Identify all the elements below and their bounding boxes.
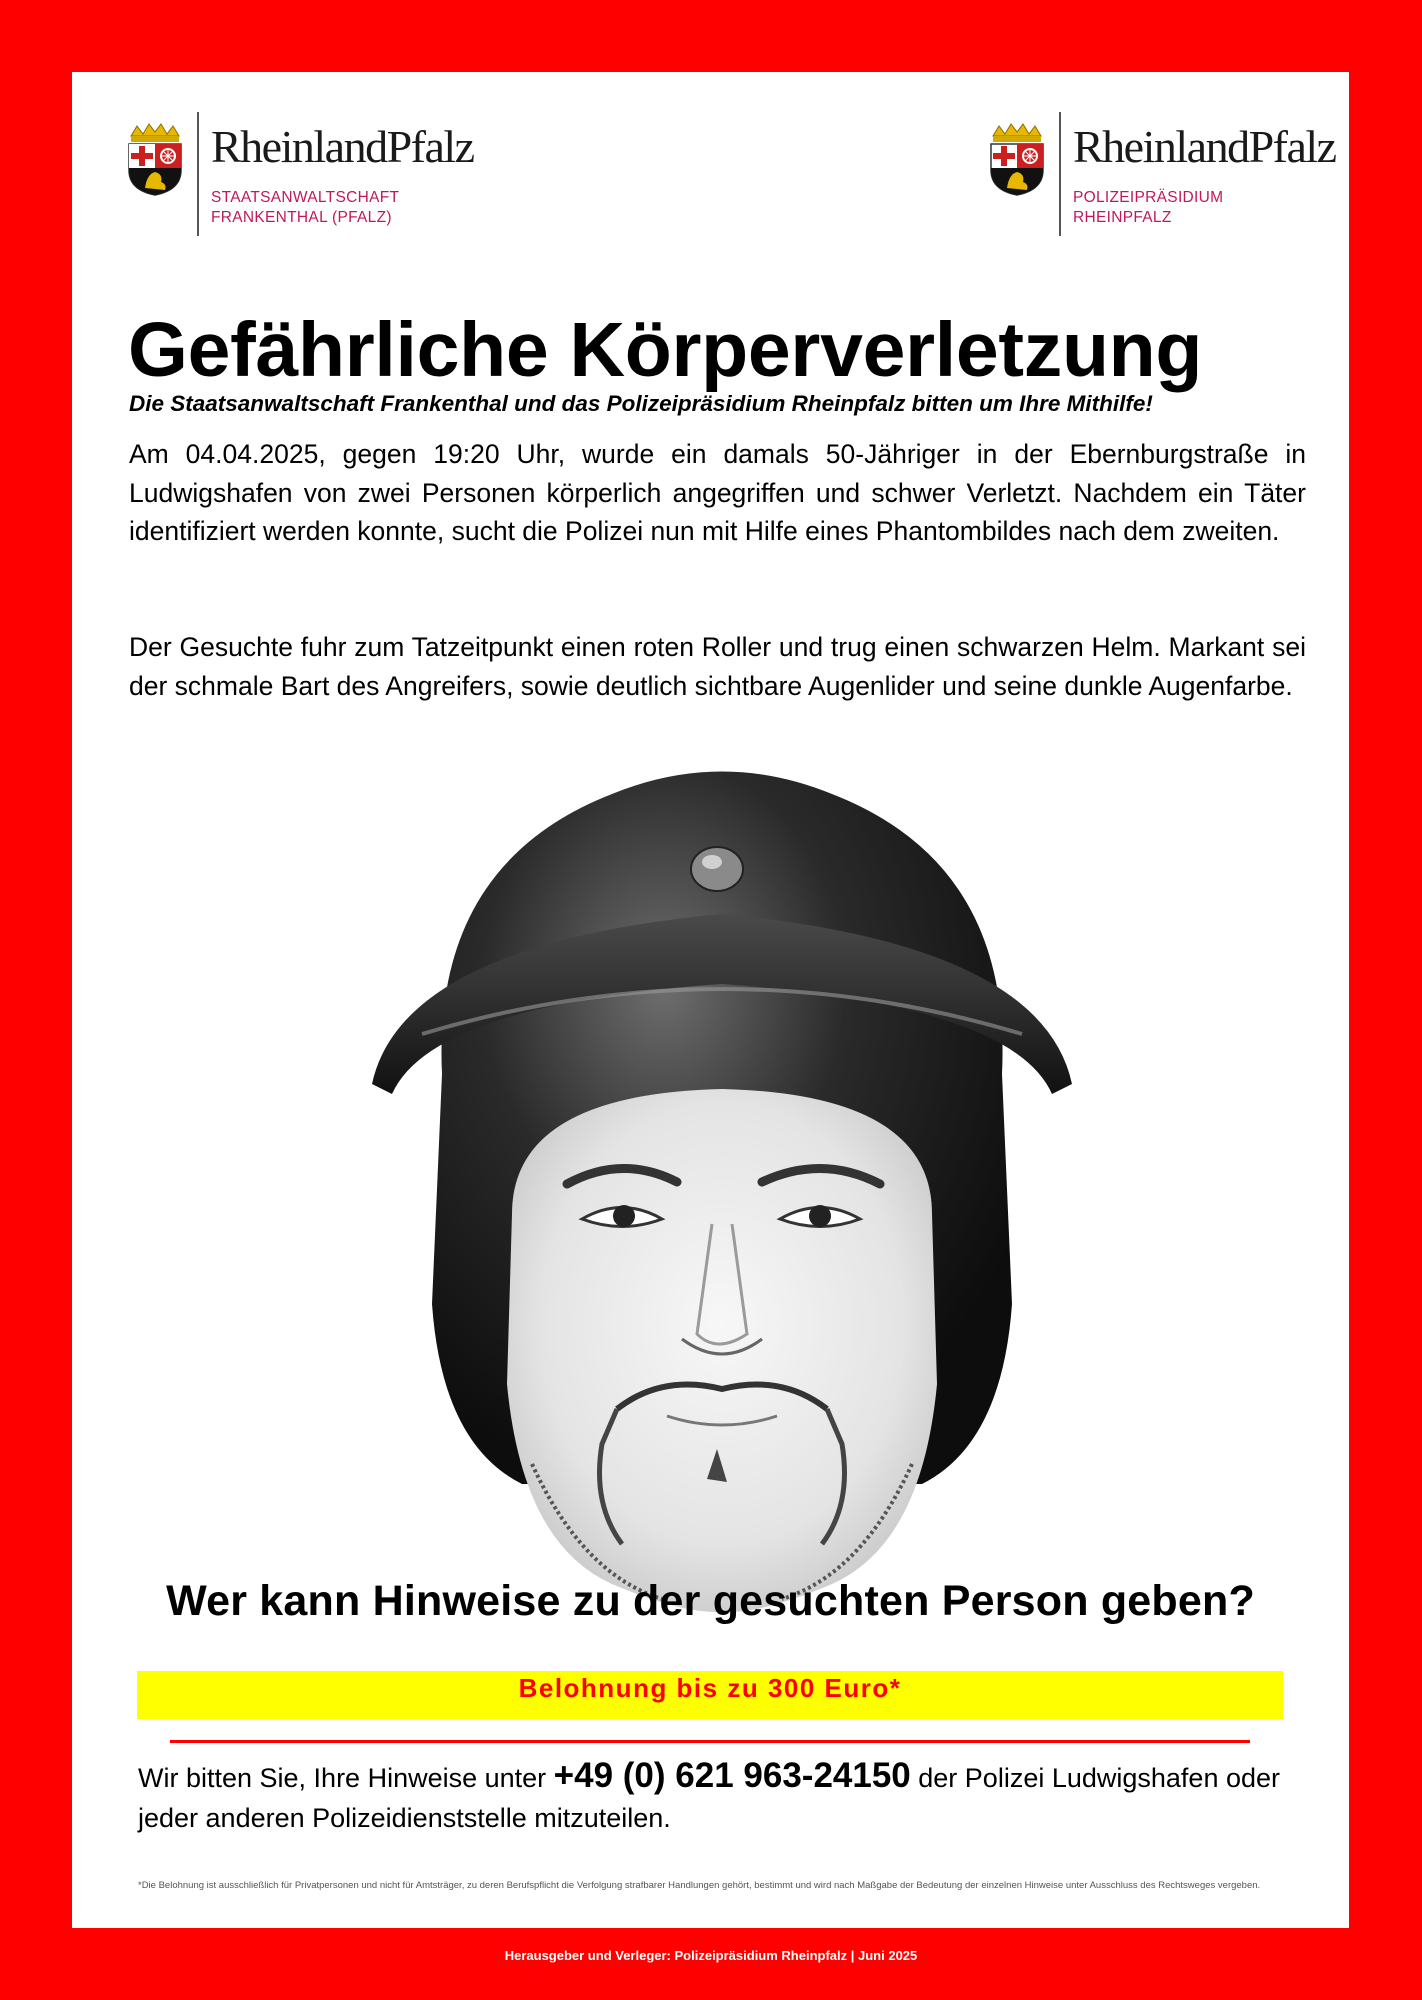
authority-line: STAATSANWALTSCHAFT [211,189,400,206]
logo-wordmark: RheinlandPfalz [211,121,474,172]
phantom-sketch-image [362,744,1082,1652]
subtitle: Die Staatsanwaltschaft Frankenthal und das Polizeipräsidium Rheinpfalz bitten um Ihre Mithilfe! [129,391,1153,416]
publisher-line: Herausgeber und Verleger: Polizeipräsidium Rheinpfalz | Juni 2025 [504,1948,918,1963]
authority-line: FRANKENTHAL (PFALZ) [211,209,392,226]
authority-line: POLIZEIPRÄSIDIUM [1073,189,1224,206]
call-to-action: Wer kann Hinweise zu der gesuchten Person geben? [166,1577,1255,1625]
incident-paragraph: Am 04.04.2025, gegen 19:20 Uhr, wurde ein damals 50-Jähriger in der Ebernburgstraße in Ludwigshafen von zwei Personen körperlich angegriffen und schwer Verletzt. Nachdem ein Täter identifiziert werden konnte, sucht die Polizei nun mit Hilfe eines Phantombildes nach dem zweiten. [129,439,1306,546]
coat-of-arms-icon [987,122,1047,196]
contact-intro: Wir bitten Sie, Ihre Hinweise unter [138,1763,554,1793]
logo-divider [1059,112,1061,236]
description-paragraph: Der Gesuchte fuhr zum Tatzeitpunkt einen roten Roller und trug einen schwarzen Helm. Markant sei der schmale Bart des Angreifers, sowie deutlich sichtbare Augenlider und seine dunkle Augenfarbe. [129,632,1306,701]
reward-footnote: *Die Belohnung ist ausschließlich für Privatpersonen und nicht für Amtsträger, zu deren Berufspflicht die Verfolgung strafbarer Handlungen gehört, bestimmt und wird nach Maßgabe der Bedeutung der einzelnen Hinweise unter Ausschluss des Rechtsweges vergeben. [138,1880,1261,1891]
phone-number: +49 (0) 621 963-24150 [553,1756,911,1795]
poster-sheet [72,72,1349,1928]
contact-outro: der Polizei Ludwigshafen oder jeder anderen Polizeidienststelle mitzuteilen. [138,1763,1280,1833]
logo-authority [211,188,399,228]
coat-of-arms-icon [125,122,185,196]
logo-divider [197,112,199,236]
divider [170,1740,1250,1743]
authority-line: RHEINPFALZ [1073,209,1172,226]
contact-text [138,1756,1288,1838]
logo-wordmark: RheinlandPfalz [1073,121,1336,172]
reward-banner: Belohnung bis zu 300 Euro* [137,1671,1283,1719]
page-title: Gefährliche Körperverletzung [128,307,1203,393]
logo-authority [1073,188,1223,228]
